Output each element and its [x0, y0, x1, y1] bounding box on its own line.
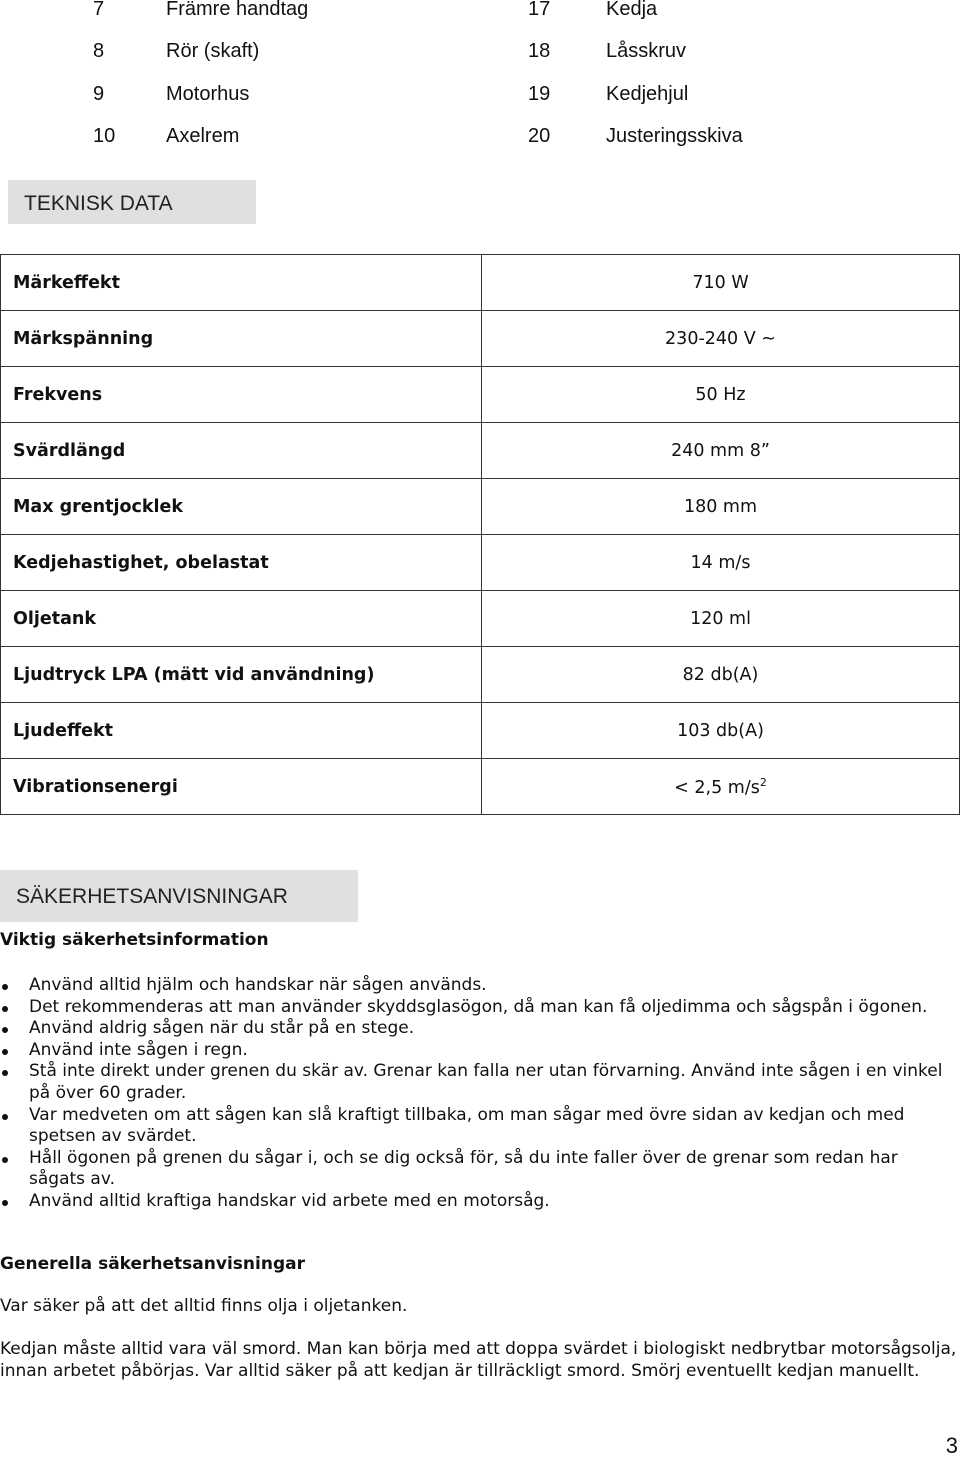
part-number: 8	[93, 40, 105, 62]
table-row	[1, 255, 960, 311]
spec-value: 82 db(A)	[482, 647, 960, 703]
spec-label: Max grentjocklek	[1, 479, 482, 535]
table-row	[1, 311, 960, 367]
list-item: Håll ögonen på grenen du sågar i, och se dig också för, så du inte faller över de grenar som redan har sågats av.	[0, 1148, 960, 1191]
spec-label: Vibrationsenergi	[1, 759, 482, 815]
parts-row	[0, 40, 960, 70]
table-row	[1, 479, 960, 535]
list-item: Stå inte direkt under grenen du skär av. Grenar kan falla ner utan förvarning. Använd inte sågen i en vinkel på över 60 grader.	[0, 1061, 960, 1104]
part-name: Kedja	[606, 0, 658, 20]
list-item: Använd inte sågen i regn.	[0, 1040, 960, 1062]
spec-label: Kedjehastighet, obelastat	[1, 535, 482, 591]
spec-label: Ljudeffekt	[1, 703, 482, 759]
spec-value: 50 Hz	[482, 367, 960, 423]
spec-value: 230-240 V ~	[482, 311, 960, 367]
parts-row	[0, 0, 960, 28]
spec-table	[0, 254, 960, 815]
part-number: 20	[528, 125, 551, 147]
safety-heading: SÄKERHETSANVISNINGAR	[0, 870, 358, 922]
list-item: Var medveten om att sågen kan slå kraftigt tillbaka, om man sågar med övre sidan av kedjan och med spetsen av svärdet.	[0, 1105, 960, 1148]
table-row	[1, 591, 960, 647]
spec-label: Märkspänning	[1, 311, 482, 367]
part-name: Axelrem	[166, 125, 240, 147]
paragraph-oil: Var säker på att det alltid finns olja i oljetanken.	[0, 1296, 408, 1316]
part-name: Låsskruv	[606, 40, 687, 62]
table-row	[1, 759, 960, 815]
technical-data-heading: TEKNISK DATA	[8, 180, 256, 224]
part-number: 19	[528, 83, 551, 105]
spec-value-cell	[482, 759, 960, 815]
spec-value: 14 m/s	[482, 535, 960, 591]
part-number: 10	[93, 125, 116, 147]
spec-value-superscript: 2	[759, 775, 767, 789]
table-row	[1, 703, 960, 759]
spec-label: Frekvens	[1, 367, 482, 423]
list-item: Använd aldrig sågen när du står på en stege.	[0, 1018, 960, 1040]
spec-value: 180 mm	[482, 479, 960, 535]
part-number: 9	[93, 83, 105, 105]
spec-value: < 2,5 m/s	[674, 777, 760, 798]
table-row	[1, 423, 960, 479]
safety-bullet-list	[0, 975, 960, 1213]
important-info-title: Viktig säkerhetsinformation	[0, 930, 269, 950]
spec-value: 103 db(A)	[482, 703, 960, 759]
page-number: 3	[945, 1433, 958, 1458]
part-name: Främre handtag	[166, 0, 309, 20]
table-row	[1, 367, 960, 423]
part-number: 18	[528, 40, 551, 62]
list-item: Använd alltid hjälm och handskar när sågen används.	[0, 975, 960, 997]
list-item: Använd alltid kraftiga handskar vid arbete med en motorsåg.	[0, 1191, 960, 1213]
table-row	[1, 535, 960, 591]
spec-label: Märkeffekt	[1, 255, 482, 311]
part-name: Motorhus	[166, 83, 250, 105]
spec-value: 240 mm 8”	[482, 423, 960, 479]
part-number: 7	[93, 0, 105, 20]
parts-row	[0, 125, 960, 155]
spec-label: Oljetank	[1, 591, 482, 647]
spec-label: Ljudtryck LPA (mätt vid användning)	[1, 647, 482, 703]
spec-value: 120 ml	[482, 591, 960, 647]
table-row	[1, 647, 960, 703]
spec-label: Svärdlängd	[1, 423, 482, 479]
part-name: Rör (skaft)	[166, 40, 260, 62]
list-item: Det rekommenderas att man använder skyddsglasögon, då man kan få oljedimma och sågspån i ögonen.	[0, 997, 960, 1019]
part-number: 17	[528, 0, 551, 20]
spec-value: 710 W	[482, 255, 960, 311]
part-name: Justeringsskiva	[606, 125, 743, 147]
parts-row	[0, 83, 960, 113]
general-safety-title: Generella säkerhetsanvisningar	[0, 1254, 305, 1274]
paragraph-chain: Kedjan måste alltid vara väl smord. Man kan börja med att doppa svärdet i biologiskt nedbrytbar motorsågsolja, innan arbetet påbörjas. Var alltid säker på att kedjan är tillräckligt smord. Smörj eventuellt kedjan manuellt.	[0, 1339, 957, 1381]
part-name: Kedjehjul	[606, 83, 689, 105]
